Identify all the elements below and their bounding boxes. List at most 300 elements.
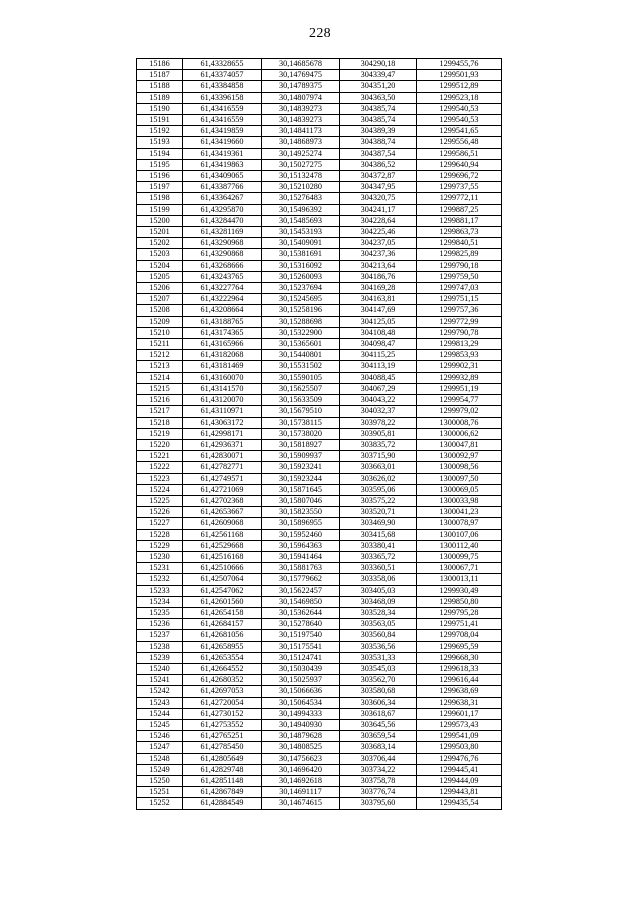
y-coordinate-cell: 1299759,50 — [417, 271, 502, 282]
y-coordinate-cell: 1299790,78 — [417, 327, 502, 338]
longitude-cell: 30,15531502 — [262, 361, 340, 372]
x-coordinate-cell: 304043,22 — [340, 395, 417, 406]
x-coordinate-cell: 304387,54 — [340, 148, 417, 159]
longitude-cell: 30,14839273 — [262, 103, 340, 114]
point-number-cell: 15242 — [137, 686, 183, 697]
table-row — [137, 204, 502, 215]
point-number-cell: 15226 — [137, 507, 183, 518]
table-row — [137, 596, 502, 607]
x-coordinate-cell: 303715,90 — [340, 451, 417, 462]
y-coordinate-cell: 1299979,02 — [417, 406, 502, 417]
table-row — [137, 641, 502, 652]
longitude-cell: 30,14839273 — [262, 115, 340, 126]
latitude-cell: 61,43160070 — [183, 372, 262, 383]
y-coordinate-cell: 1299863,73 — [417, 227, 502, 238]
latitude-cell: 61,42561168 — [183, 529, 262, 540]
x-coordinate-cell: 303468,09 — [340, 596, 417, 607]
latitude-cell: 61,43419859 — [183, 126, 262, 137]
point-number-cell: 15193 — [137, 137, 183, 148]
y-coordinate-cell: 1299853,93 — [417, 350, 502, 361]
longitude-cell: 30,15923244 — [262, 473, 340, 484]
table-row — [137, 708, 502, 719]
x-coordinate-cell: 303415,68 — [340, 529, 417, 540]
longitude-cell: 30,15779662 — [262, 574, 340, 585]
longitude-cell: 30,15807046 — [262, 495, 340, 506]
table-row — [137, 182, 502, 193]
table-row — [137, 383, 502, 394]
latitude-cell: 61,42730152 — [183, 708, 262, 719]
latitude-cell: 61,42851148 — [183, 776, 262, 787]
x-coordinate-cell: 303563,05 — [340, 619, 417, 630]
x-coordinate-cell: 303560,84 — [340, 630, 417, 641]
longitude-cell: 30,14789375 — [262, 81, 340, 92]
latitude-cell: 61,43290968 — [183, 238, 262, 249]
x-coordinate-cell: 303776,74 — [340, 787, 417, 798]
point-number-cell: 15246 — [137, 731, 183, 742]
table-row — [137, 495, 502, 506]
longitude-cell: 30,15625507 — [262, 383, 340, 394]
x-coordinate-cell: 304385,74 — [340, 103, 417, 114]
x-coordinate-cell: 304388,74 — [340, 137, 417, 148]
x-coordinate-cell: 304163,81 — [340, 294, 417, 305]
longitude-cell: 30,15923241 — [262, 462, 340, 473]
latitude-cell: 61,42998171 — [183, 428, 262, 439]
point-number-cell: 15203 — [137, 249, 183, 260]
table-row — [137, 171, 502, 182]
latitude-cell: 61,43419660 — [183, 137, 262, 148]
point-number-cell: 15186 — [137, 59, 183, 70]
latitude-cell: 61,42782771 — [183, 462, 262, 473]
x-coordinate-cell: 303734,22 — [340, 764, 417, 775]
point-number-cell: 15244 — [137, 708, 183, 719]
y-coordinate-cell: 1300033,98 — [417, 495, 502, 506]
y-coordinate-cell: 1299902,31 — [417, 361, 502, 372]
point-number-cell: 15221 — [137, 451, 183, 462]
y-coordinate-cell: 1299790,18 — [417, 260, 502, 271]
y-coordinate-cell: 1300099,75 — [417, 551, 502, 562]
table-row — [137, 70, 502, 81]
table-row — [137, 350, 502, 361]
point-number-cell: 15228 — [137, 529, 183, 540]
x-coordinate-cell: 303659,54 — [340, 731, 417, 742]
point-number-cell: 15194 — [137, 148, 183, 159]
y-coordinate-cell: 1299772,99 — [417, 316, 502, 327]
y-coordinate-cell: 1299881,17 — [417, 215, 502, 226]
longitude-cell: 30,14685678 — [262, 59, 340, 70]
latitude-cell: 61,42653667 — [183, 507, 262, 518]
longitude-cell: 30,15030439 — [262, 663, 340, 674]
x-coordinate-cell: 303706,44 — [340, 753, 417, 764]
table-row — [137, 215, 502, 226]
x-coordinate-cell: 304067,29 — [340, 383, 417, 394]
point-number-cell: 15199 — [137, 204, 183, 215]
point-number-cell: 15247 — [137, 742, 183, 753]
y-coordinate-cell: 1300069,05 — [417, 484, 502, 495]
longitude-cell: 30,15622457 — [262, 585, 340, 596]
longitude-cell: 30,15278640 — [262, 619, 340, 630]
y-coordinate-cell: 1299512,89 — [417, 81, 502, 92]
point-number-cell: 15213 — [137, 361, 183, 372]
longitude-cell: 30,14756623 — [262, 753, 340, 764]
point-number-cell: 15239 — [137, 652, 183, 663]
longitude-cell: 30,15909937 — [262, 451, 340, 462]
longitude-cell: 30,15738020 — [262, 428, 340, 439]
x-coordinate-cell: 304169,28 — [340, 283, 417, 294]
x-coordinate-cell: 303580,68 — [340, 686, 417, 697]
point-number-cell: 15205 — [137, 271, 183, 282]
point-number-cell: 15216 — [137, 395, 183, 406]
x-coordinate-cell: 304372,87 — [340, 171, 417, 182]
latitude-cell: 61,43416559 — [183, 115, 262, 126]
y-coordinate-cell: 1299840,51 — [417, 238, 502, 249]
x-coordinate-cell: 303978,22 — [340, 417, 417, 428]
latitude-cell: 61,42749571 — [183, 473, 262, 484]
y-coordinate-cell: 1299747,03 — [417, 283, 502, 294]
y-coordinate-cell: 1299443,81 — [417, 787, 502, 798]
point-number-cell: 15251 — [137, 787, 183, 798]
latitude-cell: 61,43281169 — [183, 227, 262, 238]
point-number-cell: 15188 — [137, 81, 183, 92]
latitude-cell: 61,42601560 — [183, 596, 262, 607]
table-row — [137, 731, 502, 742]
table-row — [137, 327, 502, 338]
table-row — [137, 686, 502, 697]
y-coordinate-cell: 1299618,33 — [417, 663, 502, 674]
table-row — [137, 697, 502, 708]
y-coordinate-cell: 1299850,80 — [417, 596, 502, 607]
y-coordinate-cell: 1300047,81 — [417, 439, 502, 450]
table-row — [137, 551, 502, 562]
table-row — [137, 484, 502, 495]
x-coordinate-cell: 304237,36 — [340, 249, 417, 260]
x-coordinate-cell: 304339,47 — [340, 70, 417, 81]
point-number-cell: 15225 — [137, 495, 183, 506]
latitude-cell: 61,43268666 — [183, 260, 262, 271]
latitude-cell: 61,43222964 — [183, 294, 262, 305]
latitude-cell: 61,43374057 — [183, 70, 262, 81]
latitude-cell: 61,43208664 — [183, 305, 262, 316]
table-row — [137, 607, 502, 618]
y-coordinate-cell: 1299540,53 — [417, 103, 502, 114]
y-coordinate-cell: 1299751,41 — [417, 619, 502, 630]
x-coordinate-cell: 303528,34 — [340, 607, 417, 618]
point-number-cell: 15224 — [137, 484, 183, 495]
table-row — [137, 406, 502, 417]
latitude-cell: 61,43419361 — [183, 148, 262, 159]
y-coordinate-cell: 1299444,09 — [417, 776, 502, 787]
y-coordinate-cell: 1299751,15 — [417, 294, 502, 305]
longitude-cell: 30,15496392 — [262, 204, 340, 215]
longitude-cell: 30,15818927 — [262, 439, 340, 450]
table-row — [137, 473, 502, 484]
x-coordinate-cell: 304108,48 — [340, 327, 417, 338]
longitude-cell: 30,14692618 — [262, 776, 340, 787]
y-coordinate-cell: 1299616,44 — [417, 675, 502, 686]
latitude-cell: 61,42684157 — [183, 619, 262, 630]
latitude-cell: 61,43243765 — [183, 271, 262, 282]
point-number-cell: 15235 — [137, 607, 183, 618]
y-coordinate-cell: 1299638,31 — [417, 697, 502, 708]
x-coordinate-cell: 304115,25 — [340, 350, 417, 361]
y-coordinate-cell: 1299541,65 — [417, 126, 502, 137]
table-row — [137, 787, 502, 798]
x-coordinate-cell: 303575,22 — [340, 495, 417, 506]
longitude-cell: 30,15485693 — [262, 215, 340, 226]
longitude-cell: 30,15175541 — [262, 641, 340, 652]
point-number-cell: 15202 — [137, 238, 183, 249]
x-coordinate-cell: 303663,01 — [340, 462, 417, 473]
longitude-cell: 30,14940930 — [262, 719, 340, 730]
longitude-cell: 30,14879628 — [262, 731, 340, 742]
latitude-cell: 61,43227764 — [183, 283, 262, 294]
point-number-cell: 15211 — [137, 339, 183, 350]
latitude-cell: 61,42653554 — [183, 652, 262, 663]
x-coordinate-cell: 304386,52 — [340, 159, 417, 170]
y-coordinate-cell: 1299737,55 — [417, 182, 502, 193]
point-number-cell: 15245 — [137, 719, 183, 730]
longitude-cell: 30,15881763 — [262, 563, 340, 574]
longitude-cell: 30,15409091 — [262, 238, 340, 249]
table-row — [137, 439, 502, 450]
point-number-cell: 15252 — [137, 798, 183, 809]
y-coordinate-cell: 1299540,53 — [417, 115, 502, 126]
longitude-cell: 30,15738115 — [262, 417, 340, 428]
longitude-cell: 30,15276483 — [262, 193, 340, 204]
point-number-cell: 15250 — [137, 776, 183, 787]
latitude-cell: 61,42702368 — [183, 495, 262, 506]
coordinates-table — [136, 58, 502, 810]
latitude-cell: 61,43396158 — [183, 92, 262, 103]
latitude-cell: 61,42720054 — [183, 697, 262, 708]
x-coordinate-cell: 303606,34 — [340, 697, 417, 708]
latitude-cell: 61,43174365 — [183, 327, 262, 338]
y-coordinate-cell: 1300008,76 — [417, 417, 502, 428]
point-number-cell: 15218 — [137, 417, 183, 428]
table-row — [137, 652, 502, 663]
x-coordinate-cell: 304320,75 — [340, 193, 417, 204]
y-coordinate-cell: 1300092,97 — [417, 451, 502, 462]
point-number-cell: 15190 — [137, 103, 183, 114]
x-coordinate-cell: 303835,72 — [340, 439, 417, 450]
y-coordinate-cell: 1299708,04 — [417, 630, 502, 641]
longitude-cell: 30,15964363 — [262, 540, 340, 551]
latitude-cell: 61,43141570 — [183, 383, 262, 394]
x-coordinate-cell: 303469,90 — [340, 518, 417, 529]
table-row — [137, 92, 502, 103]
y-coordinate-cell: 1299887,25 — [417, 204, 502, 215]
latitude-cell: 61,43416559 — [183, 103, 262, 114]
latitude-cell: 61,43181469 — [183, 361, 262, 372]
longitude-cell: 30,14868973 — [262, 137, 340, 148]
y-coordinate-cell: 1300013,11 — [417, 574, 502, 585]
longitude-cell: 30,15633509 — [262, 395, 340, 406]
longitude-cell: 30,15381691 — [262, 249, 340, 260]
y-coordinate-cell: 1299954,77 — [417, 395, 502, 406]
longitude-cell: 30,15197540 — [262, 630, 340, 641]
point-number-cell: 15241 — [137, 675, 183, 686]
x-coordinate-cell: 303380,41 — [340, 540, 417, 551]
page-number: 228 — [309, 26, 331, 41]
longitude-cell: 30,15590105 — [262, 372, 340, 383]
x-coordinate-cell: 303595,06 — [340, 484, 417, 495]
longitude-cell: 30,15365601 — [262, 339, 340, 350]
point-number-cell: 15209 — [137, 316, 183, 327]
point-number-cell: 15234 — [137, 596, 183, 607]
latitude-cell: 61,43384858 — [183, 81, 262, 92]
point-number-cell: 15230 — [137, 551, 183, 562]
y-coordinate-cell: 1299813,29 — [417, 339, 502, 350]
point-number-cell: 15200 — [137, 215, 183, 226]
y-coordinate-cell: 1299638,69 — [417, 686, 502, 697]
point-number-cell: 15237 — [137, 630, 183, 641]
y-coordinate-cell: 1300098,56 — [417, 462, 502, 473]
point-number-cell: 15229 — [137, 540, 183, 551]
longitude-cell: 30,14691117 — [262, 787, 340, 798]
latitude-cell: 61,42609068 — [183, 518, 262, 529]
y-coordinate-cell: 1299930,49 — [417, 585, 502, 596]
longitude-cell: 30,15288698 — [262, 316, 340, 327]
y-coordinate-cell: 1299501,93 — [417, 70, 502, 81]
latitude-cell: 61,42529668 — [183, 540, 262, 551]
longitude-cell: 30,14925274 — [262, 148, 340, 159]
point-number-cell: 15214 — [137, 372, 183, 383]
point-number-cell: 15215 — [137, 383, 183, 394]
longitude-cell: 30,15469850 — [262, 596, 340, 607]
table-row — [137, 462, 502, 473]
table-row — [137, 238, 502, 249]
longitude-cell: 30,15124741 — [262, 652, 340, 663]
longitude-cell: 30,15952460 — [262, 529, 340, 540]
table-row — [137, 103, 502, 114]
longitude-cell: 30,15322900 — [262, 327, 340, 338]
y-coordinate-cell: 1299455,76 — [417, 59, 502, 70]
point-number-cell: 15220 — [137, 439, 183, 450]
x-coordinate-cell: 304237,05 — [340, 238, 417, 249]
x-coordinate-cell: 303365,72 — [340, 551, 417, 562]
latitude-cell: 61,42510666 — [183, 563, 262, 574]
table-row — [137, 630, 502, 641]
x-coordinate-cell: 304186,76 — [340, 271, 417, 282]
table-row — [137, 619, 502, 630]
point-number-cell: 15240 — [137, 663, 183, 674]
y-coordinate-cell: 1299668,30 — [417, 652, 502, 663]
longitude-cell: 30,15679510 — [262, 406, 340, 417]
point-number-cell: 15210 — [137, 327, 183, 338]
longitude-cell: 30,15316092 — [262, 260, 340, 271]
point-number-cell: 15243 — [137, 697, 183, 708]
latitude-cell: 61,43328655 — [183, 59, 262, 70]
table-row — [137, 159, 502, 170]
table-row — [137, 764, 502, 775]
y-coordinate-cell: 1299573,43 — [417, 719, 502, 730]
y-coordinate-cell: 1299586,51 — [417, 148, 502, 159]
latitude-cell: 61,43165966 — [183, 339, 262, 350]
table-row — [137, 260, 502, 271]
x-coordinate-cell: 303795,60 — [340, 798, 417, 809]
y-coordinate-cell: 1299640,94 — [417, 159, 502, 170]
y-coordinate-cell: 1299503,80 — [417, 742, 502, 753]
x-coordinate-cell: 304347,95 — [340, 182, 417, 193]
latitude-cell: 61,43284470 — [183, 215, 262, 226]
x-coordinate-cell: 303358,06 — [340, 574, 417, 585]
table-row — [137, 742, 502, 753]
table-row — [137, 339, 502, 350]
y-coordinate-cell: 1299795,28 — [417, 607, 502, 618]
table-row — [137, 361, 502, 372]
point-number-cell: 15227 — [137, 518, 183, 529]
x-coordinate-cell: 303405,03 — [340, 585, 417, 596]
table-row — [137, 137, 502, 148]
x-coordinate-cell: 303545,03 — [340, 663, 417, 674]
latitude-cell: 61,43188765 — [183, 316, 262, 327]
longitude-cell: 30,15871645 — [262, 484, 340, 495]
table-row — [137, 294, 502, 305]
table-row — [137, 227, 502, 238]
table-row — [137, 529, 502, 540]
y-coordinate-cell: 1300097,50 — [417, 473, 502, 484]
table-row — [137, 585, 502, 596]
y-coordinate-cell: 1299951,19 — [417, 383, 502, 394]
longitude-cell: 30,14807974 — [262, 92, 340, 103]
longitude-cell: 30,15132478 — [262, 171, 340, 182]
y-coordinate-cell: 1299932,89 — [417, 372, 502, 383]
y-coordinate-cell: 1299445,41 — [417, 764, 502, 775]
point-number-cell: 15232 — [137, 574, 183, 585]
table-row — [137, 798, 502, 809]
x-coordinate-cell: 304098,47 — [340, 339, 417, 350]
point-number-cell: 15201 — [137, 227, 183, 238]
x-coordinate-cell: 304113,19 — [340, 361, 417, 372]
longitude-cell: 30,15237694 — [262, 283, 340, 294]
x-coordinate-cell: 304225,46 — [340, 227, 417, 238]
table-row — [137, 271, 502, 282]
latitude-cell: 61,42830071 — [183, 451, 262, 462]
point-number-cell: 15187 — [137, 70, 183, 81]
y-coordinate-cell: 1299541,09 — [417, 731, 502, 742]
latitude-cell: 61,42680352 — [183, 675, 262, 686]
point-number-cell: 15204 — [137, 260, 183, 271]
latitude-cell: 61,43120070 — [183, 395, 262, 406]
longitude-cell: 30,15210280 — [262, 182, 340, 193]
point-number-cell: 15222 — [137, 462, 183, 473]
point-number-cell: 15196 — [137, 171, 183, 182]
latitude-cell: 61,43295870 — [183, 204, 262, 215]
y-coordinate-cell: 1300107,06 — [417, 529, 502, 540]
x-coordinate-cell: 304351,20 — [340, 81, 417, 92]
latitude-cell: 61,42697053 — [183, 686, 262, 697]
table-row — [137, 249, 502, 260]
y-coordinate-cell: 1299556,48 — [417, 137, 502, 148]
longitude-cell: 30,15025937 — [262, 675, 340, 686]
latitude-cell: 61,43364267 — [183, 193, 262, 204]
point-number-cell: 15236 — [137, 619, 183, 630]
y-coordinate-cell: 1299476,76 — [417, 753, 502, 764]
longitude-cell: 30,15258196 — [262, 305, 340, 316]
point-number-cell: 15217 — [137, 406, 183, 417]
table-row — [137, 126, 502, 137]
table-row — [137, 395, 502, 406]
longitude-cell: 30,15027275 — [262, 159, 340, 170]
table-row — [137, 115, 502, 126]
table-row — [137, 428, 502, 439]
x-coordinate-cell: 303905,81 — [340, 428, 417, 439]
longitude-cell: 30,15245695 — [262, 294, 340, 305]
table-row — [137, 148, 502, 159]
x-coordinate-cell: 303758,78 — [340, 776, 417, 787]
point-number-cell: 15223 — [137, 473, 183, 484]
y-coordinate-cell: 1300078,97 — [417, 518, 502, 529]
longitude-cell: 30,14696420 — [262, 764, 340, 775]
